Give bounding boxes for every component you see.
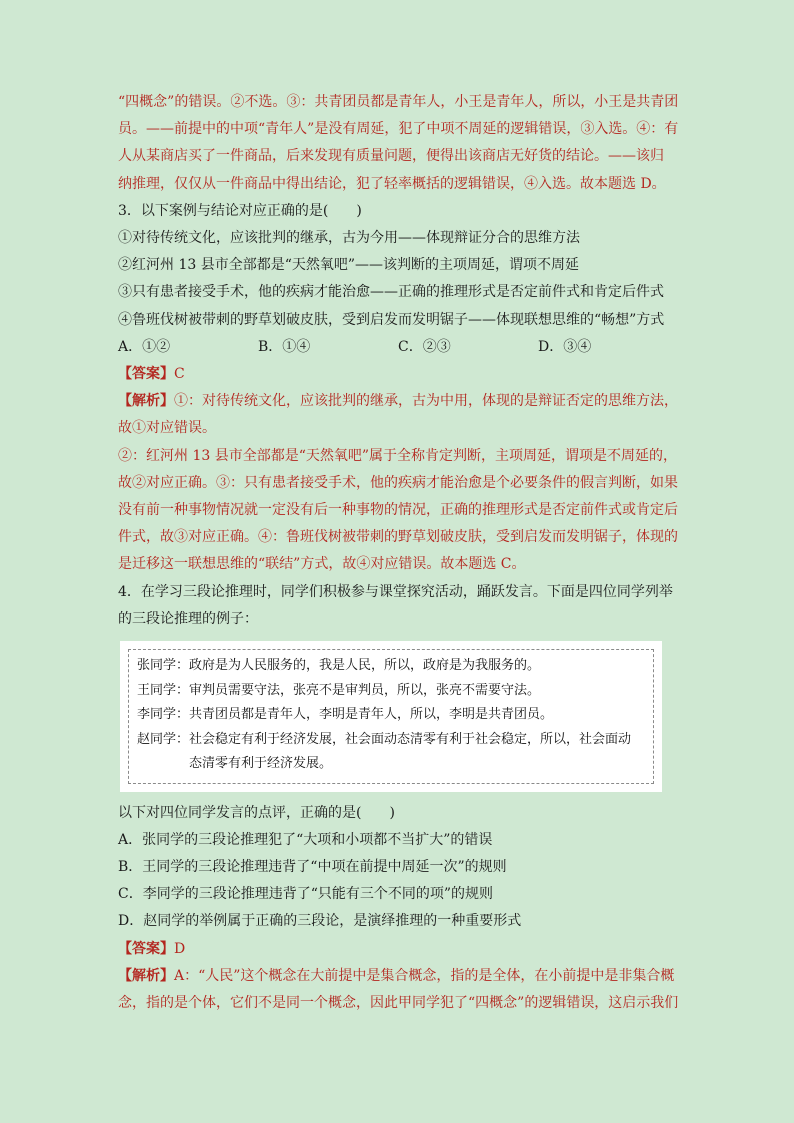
q3-analysis-first — [118, 388, 680, 415]
q3-analysis-line: 故②对应正确。③：只有患者接受手术，他的疾病才能治愈是个必要条件的假言判断，如果 — [118, 474, 678, 491]
q4-example-line: 王同学：审判员需要守法，张亮不是审判员，所以，张亮不需要守法。 — [137, 682, 541, 698]
q4-option-a: A．张同学的三段论推理犯了“大项和小项都不当扩大”的错误 — [118, 831, 493, 848]
intro-line: “四概念”的错误。②不选。③：共青团员都是青年人，小王是青年人，所以，小王是共青团 — [118, 94, 679, 110]
intro-line: 纳推理，仅仅从一件商品中得出结论，犯了轻率概括的逻辑错误，④入选。故本题选 D。 — [118, 175, 666, 192]
q3-answer-tag: 【答案】 — [118, 366, 174, 383]
document-content — [118, 89, 680, 1017]
q3-analysis-line: 故①对应错误。 — [118, 420, 216, 437]
q3-item: ④鲁班伐树被带刺的野草划破皮肤，受到启发而发明锯子——体现联想思维的“畅想”方式 — [118, 311, 665, 328]
q4-example-line: 张同学：政府是为人民服务的，我是人民，所以，政府是为我服务的。 — [137, 658, 541, 674]
q4-option-b: B．王同学的三段论推理违背了“中项在前提中周延一次”的规则 — [118, 858, 507, 875]
q3-analysis-text: ①：对待传统文化，应该批判的继承，古为中用，体现的是辩证否定的思维方法， — [174, 393, 678, 410]
q3-option-b: B．①④ — [258, 338, 311, 355]
q4-example-line: 李同学：共青团员都是青年人，李明是青年人，所以，李明是共青团员。 — [137, 707, 554, 723]
q3-item: ①对待传统文化，应该批判的继承，古为今用——体现辩证分合的思维方法 — [118, 230, 580, 247]
intro-line: 员。——前提中的中项“青年人”是没有周延，犯了中项不周延的逻辑错误，③入选。④：有 — [118, 121, 679, 138]
q4-example-continuation: 态清零有利于经济发展。 — [189, 756, 333, 772]
q4-option-c: C．李同学的三段论推理违背了“只能有三个不同的项”的规则 — [118, 886, 494, 903]
q4-analysis-text: A：“人民”这个概念在大前提中是集合概念，指的是全体，在小前提中是非集合概 — [174, 967, 675, 984]
q3-analysis-tag: 【解析】 — [118, 393, 174, 410]
q3-option-a: A．①② — [118, 338, 171, 355]
q3-answer-value: C — [174, 366, 185, 383]
q3-analysis-line: ②：红河州 13 县市全部都是“天然氧吧”属于全称肯定判断，主项周延，谓项是不周延的， — [118, 447, 678, 464]
q4-example-line: 赵同学：社会稳定有利于经济发展，社会面动态清零有利于社会稳定，所以，社会面动 — [137, 731, 632, 747]
q4-stem-line: 的三段论推理的例子： — [118, 610, 258, 627]
q3-item: ③只有患者接受手术，他的疾病才能治愈——正确的推理形式是否定前件式和肯定后件式 — [118, 284, 664, 301]
q4-analysis-tag: 【解析】 — [118, 967, 174, 984]
q4-answer — [118, 936, 680, 963]
q3-option-d: D．③④ — [538, 338, 592, 355]
q4-example-box-border — [128, 649, 654, 784]
q3-item: ②红河州 13 县市全部都是“天然氧吧”——该判断的主项周延，谓项不周延 — [118, 257, 580, 274]
intro-line: 人从某商店买了一件商品，后来发现有质量问题，便得出该商店无好货的结论。——该归 — [118, 148, 664, 165]
q4-answer-value: D — [174, 940, 186, 957]
q4-question: 以下对四位同学发言的点评，正确的是( ) — [118, 804, 395, 821]
q4-option-d: D．赵同学的举例属于正确的三段论，是演绎推理的一种重要形式 — [118, 913, 522, 930]
q3-answer — [118, 361, 680, 388]
q3-options — [118, 334, 680, 361]
q3-analysis-line: 件式，故③对应正确。④：鲁班伐树被带刺的野草划破皮肤，受到启发而发明锯子，体现的 — [118, 529, 678, 546]
q4-analysis-first — [118, 963, 680, 990]
q4-analysis-line: 念，指的是个体，它们不是同一个概念，因此甲同学犯了“四概念”的逻辑错误，这启示我们 — [118, 994, 679, 1011]
q3-analysis-line: 是迁移这一联想思维的“联结”方式，故④对应错误。故本题选 C。 — [118, 556, 526, 573]
q4-stem-line: 4．在学习三段论推理时，同学们积极参与课堂探究活动，踊跃发言。下面是四位同学列举 — [118, 583, 673, 600]
q4-answer-tag: 【答案】 — [118, 940, 174, 957]
q4-example-box — [120, 641, 662, 792]
q3-analysis-line: 没有前一种事物情况就一定没有后一种事物的情况，正确的推理形式是否定前件式或肯定后 — [118, 502, 678, 519]
q3-stem: 3．以下案例与结论对应正确的是( ) — [118, 202, 362, 219]
q3-option-c: C．②③ — [398, 338, 451, 355]
